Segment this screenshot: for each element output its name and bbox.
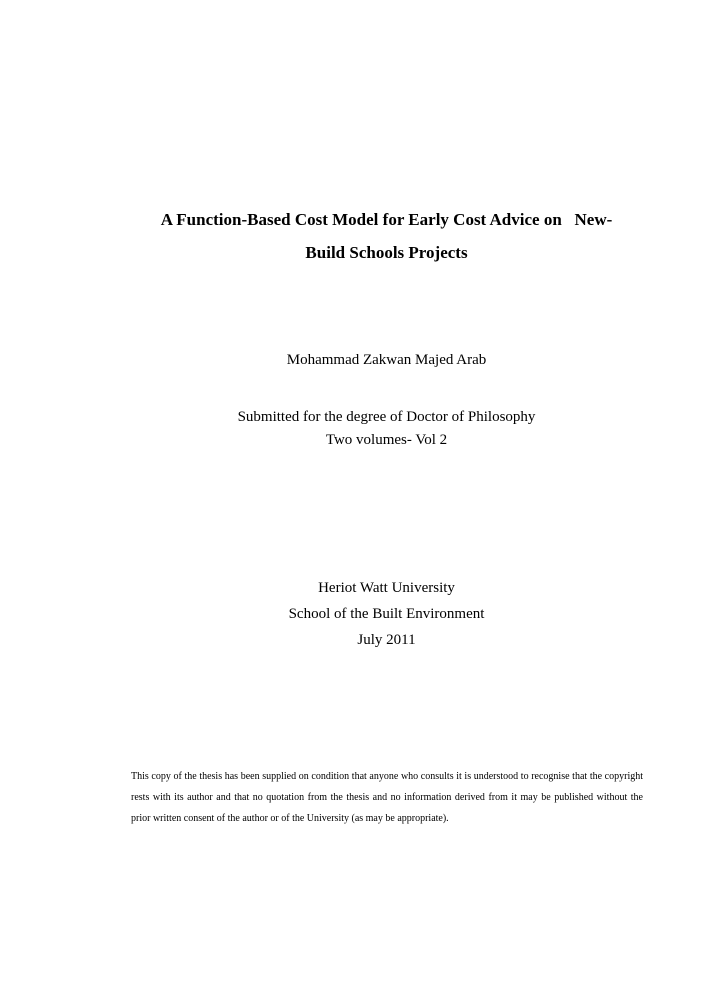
thesis-title-line-1: A Function-Based Cost Model for Early Cost Advice on New- xyxy=(160,210,613,229)
author-name: Mohammad Zakwan Majed Arab xyxy=(286,352,487,368)
degree-info xyxy=(130,406,643,452)
volume-info: Two volumes- Vol 2 xyxy=(325,432,448,448)
university-name: Heriot Watt University xyxy=(318,580,455,596)
school-name: School of the Built Environment xyxy=(288,606,485,622)
thesis-title-line-2: Build Schools Projects xyxy=(305,243,468,262)
institution-info xyxy=(130,575,643,653)
thesis-title xyxy=(130,203,643,269)
copyright-notice: This copy of the thesis has been supplied on condition that anyone who consults it is understood to recognise that the copyright rests with its author and that no quotation from the thesis and no information derived from it may be published without the prior written consent of the author or of the University (as may be appropriate). xyxy=(131,771,643,824)
degree-statement: Submitted for the degree of Doctor of Philosophy xyxy=(237,409,536,425)
submission-date: July 2011 xyxy=(357,632,416,648)
